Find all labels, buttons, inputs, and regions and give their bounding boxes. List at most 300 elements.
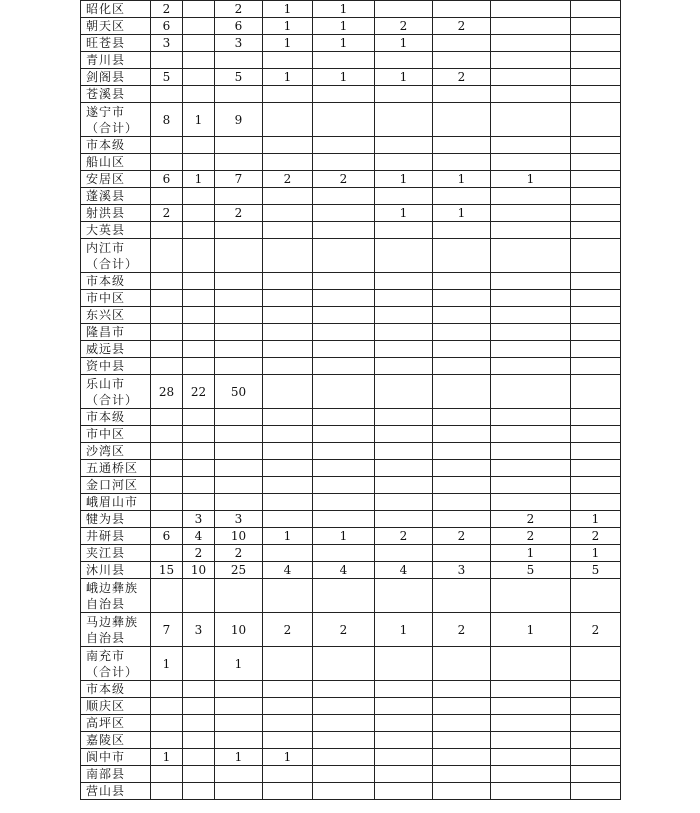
value-cell-col-2 [183,239,215,273]
region-name-cell [81,103,151,137]
value-cell-col-8 [491,749,571,766]
region-name-cell [81,426,151,443]
region-name-text: 沙湾区 [86,444,126,458]
value-cell-col-8 [491,460,571,477]
table-row [81,86,621,103]
value-cell-col-1 [151,715,183,732]
region-name-text: 南充市 [86,648,126,663]
value-cell-col-1 [151,86,183,103]
region-name-cell [81,409,151,426]
region-name-cell [81,783,151,800]
value-cell-col-1: 2 [151,205,183,222]
value-cell-col-4 [263,290,313,307]
value-cell-col-1 [151,426,183,443]
value-cell-col-7 [433,511,491,528]
value-cell-col-4: 1 [263,18,313,35]
value-cell-col-8 [491,732,571,749]
value-cell-col-7 [433,477,491,494]
region-name-text: 苍溪县 [86,87,126,101]
value-cell-col-1 [151,341,183,358]
table-row [81,732,621,749]
value-cell-col-7 [433,409,491,426]
region-name-cell [81,86,151,103]
value-cell-col-2 [183,341,215,358]
table-row [81,545,621,562]
table-row [81,460,621,477]
table-row [81,426,621,443]
value-cell-col-1 [151,307,183,324]
value-cell-col-4 [263,222,313,239]
value-cell-col-8 [491,69,571,86]
value-cell-col-4 [263,205,313,222]
value-cell-col-4 [263,681,313,698]
value-cell-col-8 [491,52,571,69]
value-cell-col-4 [263,409,313,426]
value-cell-col-4 [263,341,313,358]
table-row [81,613,621,647]
value-cell-col-3 [215,324,263,341]
table-row [81,766,621,783]
region-name-text: 顺庆区 [86,699,126,713]
value-cell-col-5 [313,222,375,239]
value-cell-col-9: 5 [571,562,621,579]
region-name-text: 市本级 [86,682,126,696]
region-name-cell [81,749,151,766]
region-name-cell [81,460,151,477]
value-cell-col-3 [215,409,263,426]
value-cell-col-4: 2 [263,613,313,647]
value-cell-col-4 [263,545,313,562]
value-cell-col-1: 5 [151,69,183,86]
value-cell-col-1 [151,511,183,528]
value-cell-col-6 [375,766,433,783]
value-cell-col-7 [433,307,491,324]
table-row [81,103,621,137]
value-cell-col-3 [215,477,263,494]
region-name-text: 犍为县 [86,512,126,526]
region-name-text: 自治县 [86,630,126,645]
value-cell-col-5 [313,426,375,443]
value-cell-col-6 [375,426,433,443]
value-cell-col-5 [313,52,375,69]
value-cell-col-5 [313,103,375,137]
value-cell-col-3 [215,715,263,732]
value-cell-col-5: 1 [313,528,375,545]
value-cell-col-2 [183,715,215,732]
value-cell-col-9 [571,358,621,375]
value-cell-col-9 [571,188,621,205]
table-row [81,222,621,239]
region-name-text: 峨眉山市 [86,495,139,509]
value-cell-col-8 [491,494,571,511]
value-cell-col-9 [571,647,621,681]
value-cell-col-3 [215,222,263,239]
table-row [81,18,621,35]
region-name-cell [81,562,151,579]
value-cell-col-2: 1 [183,171,215,188]
value-cell-col-2 [183,443,215,460]
value-cell-col-1: 6 [151,171,183,188]
value-cell-col-2 [183,188,215,205]
region-name-text: 剑阁县 [86,70,126,84]
value-cell-col-5 [313,545,375,562]
value-cell-col-8 [491,698,571,715]
value-cell-col-9 [571,154,621,171]
value-cell-col-4 [263,494,313,511]
value-cell-col-9 [571,443,621,460]
value-cell-col-3: 9 [215,103,263,137]
value-cell-col-7 [433,443,491,460]
data-table-sheet [80,0,621,800]
value-cell-col-6 [375,307,433,324]
value-cell-col-8 [491,290,571,307]
region-name-cell [81,35,151,52]
value-cell-col-8 [491,375,571,409]
value-cell-col-4 [263,307,313,324]
region-name-text: 遂宁市 [86,104,126,119]
value-cell-col-6 [375,579,433,613]
value-cell-col-8 [491,222,571,239]
region-name-text: 高坪区 [86,716,126,730]
value-cell-col-3: 1 [215,749,263,766]
value-cell-col-6 [375,477,433,494]
value-cell-col-5 [313,324,375,341]
region-name-text: （合计） [86,256,139,271]
statistics-table [80,0,621,800]
region-name-cell [81,511,151,528]
value-cell-col-4 [263,324,313,341]
value-cell-col-6 [375,137,433,154]
value-cell-col-2 [183,647,215,681]
value-cell-col-3: 2 [215,1,263,18]
value-cell-col-6 [375,409,433,426]
value-cell-col-7: 2 [433,69,491,86]
value-cell-col-9 [571,579,621,613]
region-name-text: 内江市 [86,240,126,255]
value-cell-col-7 [433,324,491,341]
value-cell-col-4: 1 [263,1,313,18]
value-cell-col-6 [375,545,433,562]
value-cell-col-6 [375,103,433,137]
value-cell-col-3 [215,766,263,783]
value-cell-col-8 [491,783,571,800]
value-cell-col-3: 2 [215,205,263,222]
region-name-cell [81,732,151,749]
region-name-text: 市本级 [86,274,126,288]
table-row [81,290,621,307]
value-cell-col-8 [491,579,571,613]
value-cell-col-5 [313,307,375,324]
region-name-cell [81,698,151,715]
table-row [81,35,621,52]
value-cell-col-4: 2 [263,171,313,188]
value-cell-col-4 [263,732,313,749]
value-cell-col-2: 2 [183,545,215,562]
value-cell-col-3 [215,426,263,443]
region-name-cell [81,239,151,273]
value-cell-col-2 [183,273,215,290]
value-cell-col-3: 50 [215,375,263,409]
value-cell-col-3 [215,307,263,324]
value-cell-col-6 [375,681,433,698]
value-cell-col-8: 5 [491,562,571,579]
value-cell-col-3 [215,698,263,715]
region-name-text: 市本级 [86,410,126,424]
value-cell-col-9: 2 [571,613,621,647]
value-cell-col-2 [183,358,215,375]
value-cell-col-6 [375,273,433,290]
value-cell-col-3 [215,494,263,511]
value-cell-col-2: 4 [183,528,215,545]
region-name-cell [81,307,151,324]
table-row [81,188,621,205]
value-cell-col-5 [313,715,375,732]
value-cell-col-3: 3 [215,511,263,528]
value-cell-col-7 [433,290,491,307]
value-cell-col-7: 3 [433,562,491,579]
value-cell-col-4: 1 [263,35,313,52]
value-cell-col-9 [571,494,621,511]
value-cell-col-9 [571,426,621,443]
region-name-cell [81,222,151,239]
region-name-text: 蓬溪县 [86,189,126,203]
value-cell-col-2 [183,222,215,239]
value-cell-col-7 [433,188,491,205]
value-cell-col-5 [313,86,375,103]
value-cell-col-5 [313,358,375,375]
value-cell-col-6 [375,324,433,341]
region-name-text: 市本级 [86,138,126,152]
value-cell-col-9 [571,409,621,426]
region-name-text: 嘉陵区 [86,733,126,747]
value-cell-col-8 [491,239,571,273]
value-cell-col-4 [263,188,313,205]
value-cell-col-5 [313,511,375,528]
value-cell-col-7 [433,52,491,69]
value-cell-col-1: 1 [151,647,183,681]
value-cell-col-6 [375,86,433,103]
value-cell-col-7: 2 [433,18,491,35]
value-cell-col-9 [571,732,621,749]
value-cell-col-7 [433,273,491,290]
table-row [81,1,621,18]
value-cell-col-4 [263,375,313,409]
value-cell-col-9 [571,460,621,477]
value-cell-col-8: 2 [491,511,571,528]
value-cell-col-1 [151,52,183,69]
table-row [81,783,621,800]
value-cell-col-6 [375,443,433,460]
value-cell-col-2 [183,579,215,613]
value-cell-col-4: 4 [263,562,313,579]
value-cell-col-6 [375,222,433,239]
value-cell-col-3 [215,137,263,154]
table-row [81,579,621,613]
value-cell-col-1 [151,358,183,375]
value-cell-col-2 [183,290,215,307]
region-name-cell [81,171,151,188]
value-cell-col-4: 1 [263,69,313,86]
value-cell-col-3 [215,290,263,307]
value-cell-col-6 [375,154,433,171]
value-cell-col-7 [433,222,491,239]
value-cell-col-2 [183,52,215,69]
value-cell-col-6 [375,698,433,715]
value-cell-col-8 [491,1,571,18]
value-cell-col-3 [215,86,263,103]
value-cell-col-7 [433,460,491,477]
value-cell-col-9 [571,477,621,494]
value-cell-col-3 [215,783,263,800]
value-cell-col-5 [313,409,375,426]
value-cell-col-4 [263,766,313,783]
region-name-text: 船山区 [86,155,126,169]
table-row [81,307,621,324]
value-cell-col-2 [183,783,215,800]
table-row [81,528,621,545]
value-cell-col-8 [491,273,571,290]
value-cell-col-3 [215,460,263,477]
value-cell-col-4 [263,698,313,715]
value-cell-col-3 [215,273,263,290]
value-cell-col-3 [215,443,263,460]
table-row [81,324,621,341]
value-cell-col-6: 1 [375,171,433,188]
value-cell-col-3: 7 [215,171,263,188]
value-cell-col-7 [433,358,491,375]
value-cell-col-3: 6 [215,18,263,35]
value-cell-col-9 [571,681,621,698]
region-name-text: 隆昌市 [86,325,126,339]
region-name-cell [81,443,151,460]
table-row [81,239,621,273]
region-name-text: 南部县 [86,767,126,781]
table-row [81,273,621,290]
region-name-text: 大英县 [86,223,126,237]
value-cell-col-9 [571,103,621,137]
value-cell-col-6 [375,52,433,69]
value-cell-col-7 [433,239,491,273]
region-name-text: 旺苍县 [86,36,126,50]
value-cell-col-1: 6 [151,18,183,35]
value-cell-col-8 [491,443,571,460]
value-cell-col-3: 2 [215,545,263,562]
value-cell-col-1: 15 [151,562,183,579]
value-cell-col-2 [183,86,215,103]
value-cell-col-7: 2 [433,613,491,647]
value-cell-col-8 [491,358,571,375]
value-cell-col-4 [263,273,313,290]
value-cell-col-8 [491,341,571,358]
value-cell-col-3: 25 [215,562,263,579]
region-name-cell [81,69,151,86]
value-cell-col-4 [263,783,313,800]
region-name-cell [81,528,151,545]
value-cell-col-2 [183,494,215,511]
value-cell-col-2 [183,1,215,18]
value-cell-col-2 [183,324,215,341]
value-cell-col-5: 2 [313,613,375,647]
value-cell-col-1 [151,273,183,290]
value-cell-col-1 [151,460,183,477]
value-cell-col-2 [183,749,215,766]
region-name-cell [81,494,151,511]
value-cell-col-1: 8 [151,103,183,137]
region-name-cell [81,188,151,205]
table-row [81,137,621,154]
value-cell-col-1 [151,545,183,562]
value-cell-col-8 [491,18,571,35]
region-name-cell [81,766,151,783]
value-cell-col-6 [375,783,433,800]
value-cell-col-3: 3 [215,35,263,52]
value-cell-col-5 [313,341,375,358]
region-name-text: 乐山市 [86,376,126,391]
value-cell-col-2 [183,477,215,494]
value-cell-col-5 [313,239,375,273]
value-cell-col-6 [375,715,433,732]
value-cell-col-9 [571,1,621,18]
value-cell-col-1 [151,732,183,749]
value-cell-col-8: 1 [491,171,571,188]
value-cell-col-3 [215,239,263,273]
region-name-cell [81,324,151,341]
value-cell-col-1 [151,698,183,715]
value-cell-col-6: 2 [375,18,433,35]
region-name-cell [81,273,151,290]
value-cell-col-9 [571,749,621,766]
value-cell-col-7 [433,494,491,511]
value-cell-col-6 [375,375,433,409]
value-cell-col-1: 28 [151,375,183,409]
value-cell-col-7 [433,35,491,52]
value-cell-col-5 [313,290,375,307]
value-cell-col-2 [183,681,215,698]
value-cell-col-1: 3 [151,35,183,52]
value-cell-col-8 [491,409,571,426]
value-cell-col-8 [491,137,571,154]
region-name-text: 市中区 [86,291,126,305]
region-name-cell [81,137,151,154]
value-cell-col-4 [263,715,313,732]
region-name-text: 市中区 [86,427,126,441]
value-cell-col-5 [313,732,375,749]
value-cell-col-6 [375,749,433,766]
value-cell-col-5 [313,273,375,290]
value-cell-col-1 [151,222,183,239]
value-cell-col-7: 1 [433,205,491,222]
region-name-text: 沐川县 [86,563,126,577]
value-cell-col-2 [183,35,215,52]
value-cell-col-2 [183,154,215,171]
value-cell-col-6 [375,290,433,307]
value-cell-col-6: 2 [375,528,433,545]
value-cell-col-7 [433,698,491,715]
value-cell-col-7 [433,86,491,103]
value-cell-col-9: 2 [571,528,621,545]
value-cell-col-8 [491,205,571,222]
value-cell-col-5 [313,749,375,766]
value-cell-col-8 [491,766,571,783]
value-cell-col-3 [215,154,263,171]
value-cell-col-5: 2 [313,171,375,188]
value-cell-col-5 [313,375,375,409]
table-row [81,52,621,69]
value-cell-col-7 [433,749,491,766]
value-cell-col-1 [151,188,183,205]
value-cell-col-7 [433,426,491,443]
value-cell-col-7 [433,647,491,681]
